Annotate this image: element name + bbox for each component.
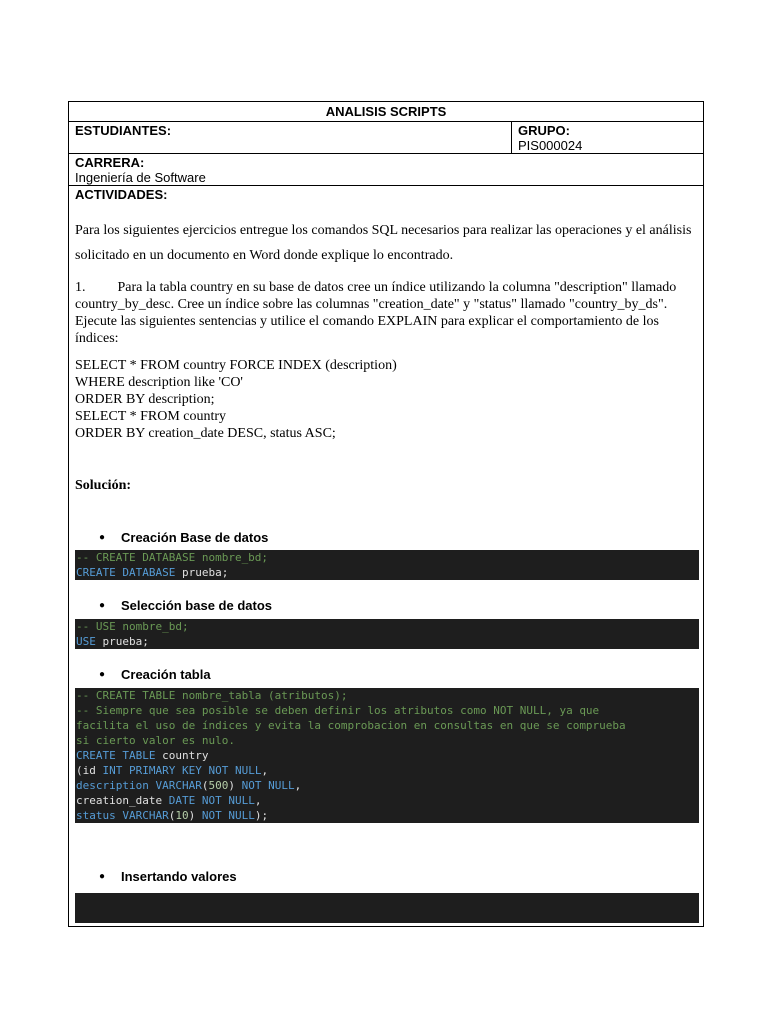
code-line: -- USE nombre_bd; xyxy=(76,620,189,633)
activities-section xyxy=(69,186,703,924)
code-line: -- Siempre que sea posible se deben definir los atributos como NOT NULL, ya que xyxy=(76,704,600,717)
solution-label: Solución: xyxy=(75,478,132,493)
code-keyword: NOT NULL xyxy=(201,809,255,822)
sql-line: ORDER BY description; xyxy=(75,392,215,407)
bullet-icon: ● xyxy=(99,668,106,680)
code-line xyxy=(76,565,698,580)
code-line: facilita el uso de índices y evita la comprobacion en consultas en que se comprueba xyxy=(76,719,626,732)
section-heading-select-db xyxy=(75,596,697,614)
code-keyword: NOT NULL xyxy=(241,779,295,792)
task-text: Para la tabla country en su base de datos cree un índice utilizando la columna "description" llamado country_by_desc. Cree un índice sobre las columnas "creation_date" y "status" llamado "country_by_ds". Ejecute las siguientes sentencias y utilice el comando EXPLAIN para explicar el comportamiento de los índices: xyxy=(75,280,677,346)
group-value: PIS000024 xyxy=(518,138,583,153)
document-title: ANALISIS SCRIPTS xyxy=(69,102,703,122)
code-text: , xyxy=(294,779,302,792)
activities-intro: Para los siguientes ejercicios entregue los comandos SQL necesarios para realizar las operaciones y el análisis solicitado en un documento en Word donde explique lo encontrado. xyxy=(75,223,692,263)
bullet-icon: ● xyxy=(99,531,106,543)
section-heading-text: Creación tabla xyxy=(121,666,211,682)
code-keyword: status VARCHAR xyxy=(76,809,169,822)
code-text: prueba; xyxy=(175,566,229,579)
section-heading-create-db xyxy=(75,528,697,546)
career-value: Ingeniería de Software xyxy=(75,170,206,185)
section-heading-create-table xyxy=(75,665,697,683)
students-group-row xyxy=(69,122,703,154)
code-text: (id xyxy=(76,764,103,777)
section-heading-insert-values xyxy=(75,867,697,885)
code-text: prueba; xyxy=(95,635,149,648)
code-text: ( xyxy=(201,779,209,792)
section-heading-text: Selección base de datos xyxy=(121,597,273,613)
code-text: ) xyxy=(188,809,202,822)
code-text: ); xyxy=(254,809,269,822)
code-text: , xyxy=(261,764,269,777)
code-number: 500 xyxy=(208,779,229,792)
sql-statements xyxy=(75,357,697,442)
task-paragraph xyxy=(75,279,697,347)
career-row xyxy=(69,154,703,186)
code-text: , xyxy=(254,794,262,807)
code-keyword: USE xyxy=(76,635,96,648)
code-keyword: INT PRIMARY KEY NOT NULL xyxy=(102,764,262,777)
group-cell xyxy=(512,122,703,153)
students-label: ESTUDIANTES: xyxy=(75,123,172,138)
bullet-icon: ● xyxy=(99,870,106,882)
code-block-select-db xyxy=(75,619,699,649)
code-block-create-table xyxy=(75,688,699,823)
code-block-insert-values xyxy=(75,893,699,923)
sql-line: ORDER BY creation_date DESC, status ASC; xyxy=(75,426,336,441)
code-keyword: CREATE TABLE xyxy=(76,749,156,762)
code-text: ) xyxy=(228,779,242,792)
code-line xyxy=(76,778,698,793)
sql-line: SELECT * FROM country xyxy=(75,409,227,424)
section-heading-text: Insertando valores xyxy=(121,868,237,884)
career-label: CARRERA: xyxy=(75,155,145,170)
students-cell xyxy=(69,122,512,153)
activities-label: ACTIVIDADES: xyxy=(75,187,168,202)
code-keyword: DATE NOT NULL xyxy=(168,794,255,807)
code-number: 10 xyxy=(175,809,189,822)
sql-line: WHERE description like 'CO' xyxy=(75,375,243,390)
code-text: creation_date xyxy=(76,794,169,807)
code-line xyxy=(76,793,698,808)
group-label: GRUPO: xyxy=(518,123,570,138)
sql-line: SELECT * FROM country FORCE INDEX (description) xyxy=(75,358,397,373)
code-line xyxy=(76,748,698,763)
task-number: 1. xyxy=(75,280,86,295)
code-line xyxy=(76,808,698,823)
code-line: si cierto valor es nulo. xyxy=(76,734,235,747)
bullet-icon: ● xyxy=(99,599,106,611)
code-line: -- CREATE TABLE nombre_tabla (atributos); xyxy=(76,689,348,702)
code-block-create-db xyxy=(75,550,699,580)
code-keyword: CREATE DATABASE xyxy=(76,566,176,579)
document-table xyxy=(68,101,704,927)
code-line xyxy=(76,634,698,649)
section-heading-text: Creación Base de datos xyxy=(121,529,269,545)
code-text: country xyxy=(155,749,209,762)
code-line xyxy=(76,763,698,778)
code-line: -- CREATE DATABASE nombre_bd; xyxy=(76,551,269,564)
code-text: ( xyxy=(168,809,176,822)
code-keyword: description VARCHAR xyxy=(76,779,202,792)
